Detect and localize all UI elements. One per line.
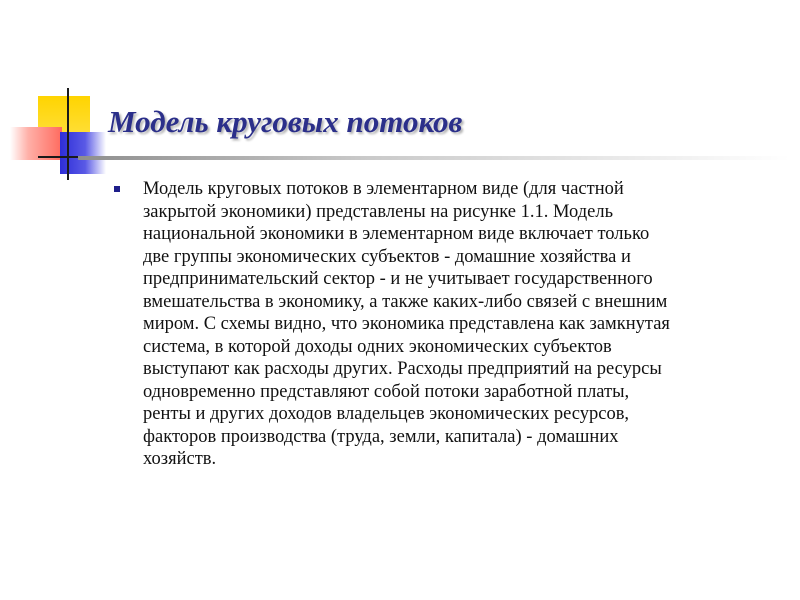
- text-line: закрытой экономики) представлены на рисунке 1.1. Модель: [143, 201, 614, 222]
- title-underline: [78, 156, 790, 160]
- text-line: национальной экономики в элементарном виде включает только: [143, 224, 650, 244]
- slide-title: Модель круговых потоков: [108, 104, 463, 139]
- text-line: выступают как расходы других. Расходы предприятий на ресурсы: [143, 359, 662, 379]
- text-line: факторов производства (труда, земли, капитала) - домашних: [143, 426, 619, 447]
- bullet-marker: [114, 186, 120, 192]
- text-line: хозяйств.: [143, 449, 217, 469]
- text-line: вмешательства в экономику, а также каких-либо связей с внешним: [143, 291, 668, 312]
- text-line: ренты и других доходов владельцев экономических ресурсов,: [143, 404, 630, 424]
- text-line: предпринимательский сектор - и не учитывает государственного: [143, 269, 653, 289]
- bullet-text: [143, 178, 788, 471]
- vertical-line-decoration: [67, 88, 69, 180]
- text-line: одновременно представляют собой потоки заработной платы,: [143, 381, 630, 402]
- text-line: система, в которой доходы одних экономических субъектов: [143, 336, 612, 357]
- decorative-logo: [0, 0, 110, 190]
- text-line: миром. С схемы видно, что экономика представлена как замкнутая: [143, 314, 670, 334]
- text-line: две группы экономических субъектов - домашние хозяйства и: [143, 246, 631, 267]
- text-line: Модель круговых потоков в элементарном виде (для частной: [143, 179, 624, 199]
